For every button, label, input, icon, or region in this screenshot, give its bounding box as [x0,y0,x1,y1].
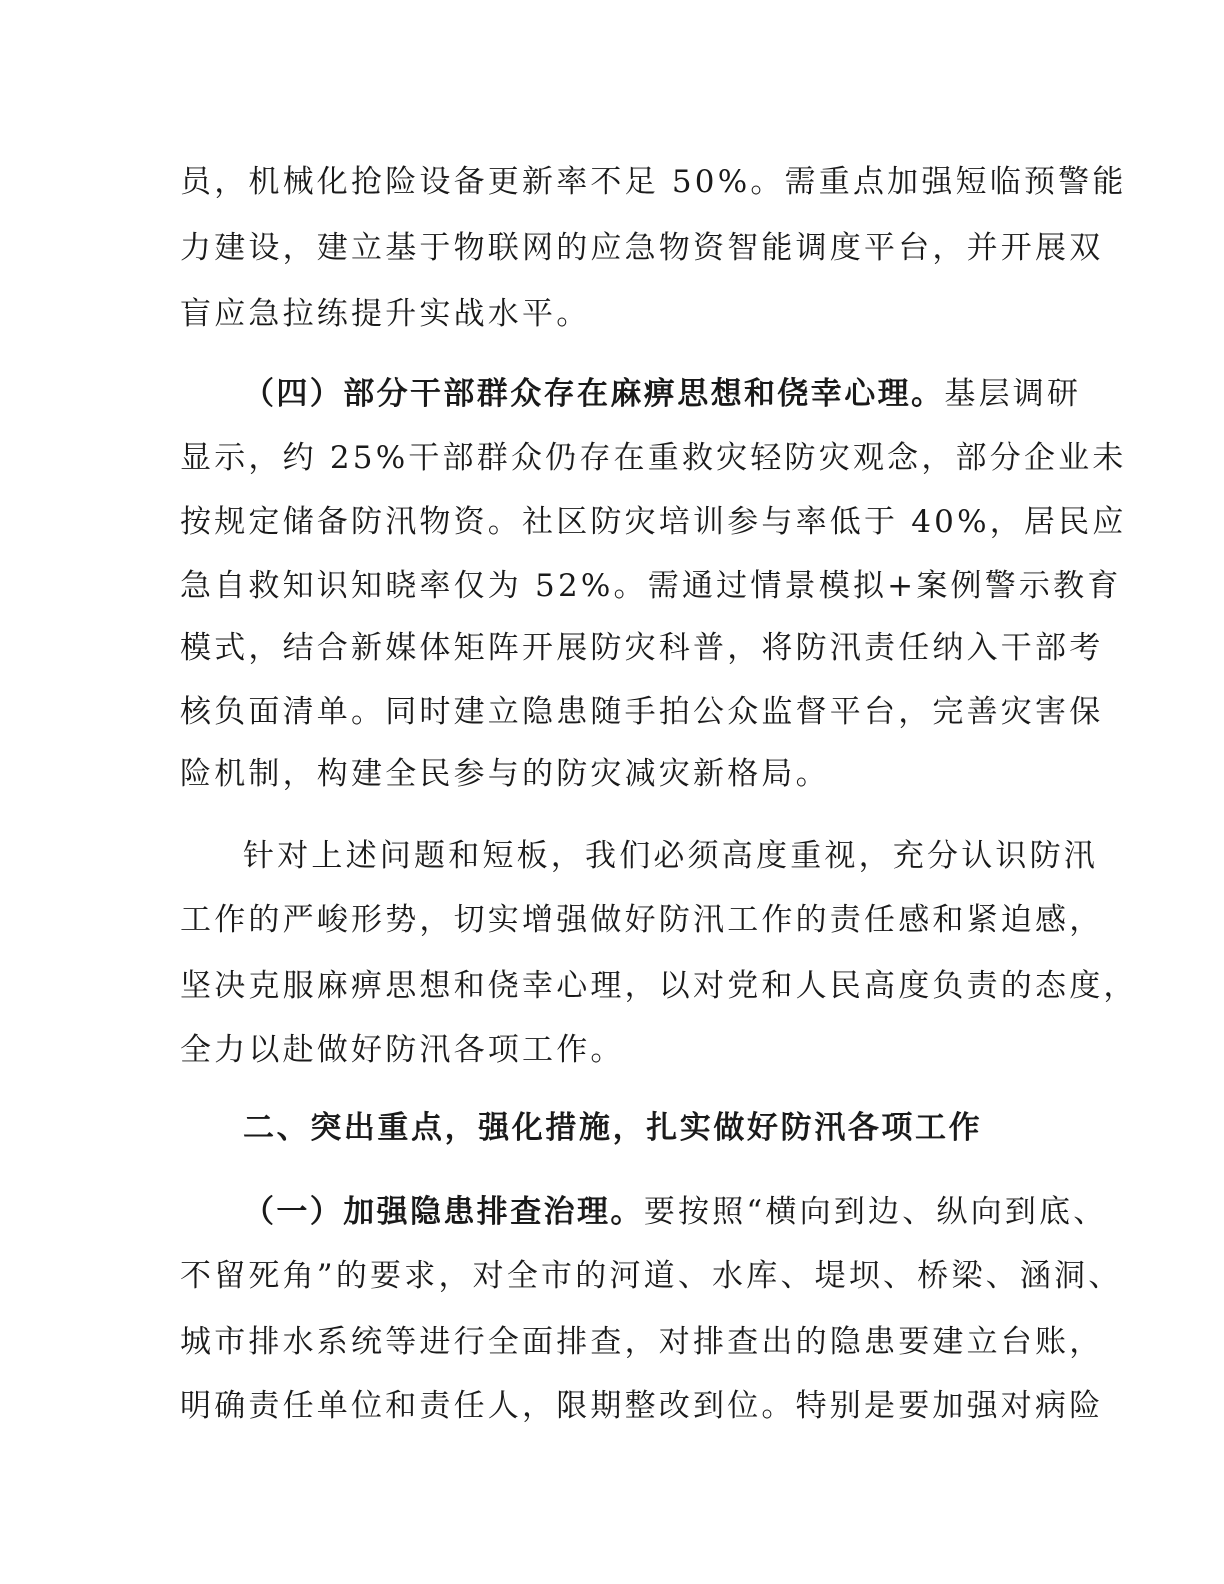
paragraph-line: 明确责任单位和责任人，限期整改到位。特别是要加强对病险 [180,1388,1104,1424]
paragraph-line: 模式，结合新媒体矩阵开展防灾科普，将防汛责任纳入干部考 [180,630,1104,666]
paragraph-line: 显示，约 25%干部群众仍存在重救灾轻防灾观念，部分企业未 [180,440,1127,476]
paragraph-line: 城市排水系统等进行全面排查，对排查出的隐患要建立台账， [180,1324,1104,1360]
paragraph-text: 要按照“横向到边、纵向到底、 [643,1194,1108,1230]
paragraph-line: 急自救知识知晓率仅为 52%。需通过情景模拟+案例警示教育 [180,568,1122,604]
paragraph-first-line: 针对上述问题和短板，我们必须高度重视，充分认识防汛 [243,838,1098,874]
paragraph-first-line [243,1192,1107,1232]
paragraph-heading: （四）部分干部群众存在麻痹思想和侥幸心理。 [243,376,945,412]
paragraph-first-line [243,374,1081,414]
paragraph-line: 力建设，建立基于物联网的应急物资智能调度平台，并开展双 [180,230,1104,266]
paragraph-line: 不留死角”的要求，对全市的河道、水库、堤坝、桥梁、涵洞、 [180,1258,1123,1294]
paragraph-line: 核负面清单。同时建立隐患随手拍公众监督平台，完善灾害保 [180,694,1104,730]
paragraph-heading: （一）加强隐患排查治理。 [243,1194,644,1230]
paragraph-line: 按规定储备防汛物资。社区防灾培训参与率低于 40%，居民应 [180,504,1127,540]
paragraph-line: 坚决克服麻痹思想和侥幸心理，以对党和人民高度负责的态度， [180,968,1138,1004]
paragraph-line: 员，机械化抢险设备更新率不足 50%。需重点加强短临预警能 [180,164,1127,200]
paragraph-line: 工作的严峻形势，切实增强做好防汛工作的责任感和紧迫感， [180,902,1104,938]
paragraph-line: 险机制，构建全民参与的防灾减灾新格局。 [180,756,830,792]
paragraph-text: 基层调研 [944,376,1082,412]
paragraph-line: 盲应急拉练提升实战水平。 [180,296,591,332]
paragraph-line: 全力以赴做好防汛各项工作。 [180,1032,625,1068]
section-heading: 二、突出重点，强化措施，扎实做好防汛各项工作 [243,1110,983,1146]
